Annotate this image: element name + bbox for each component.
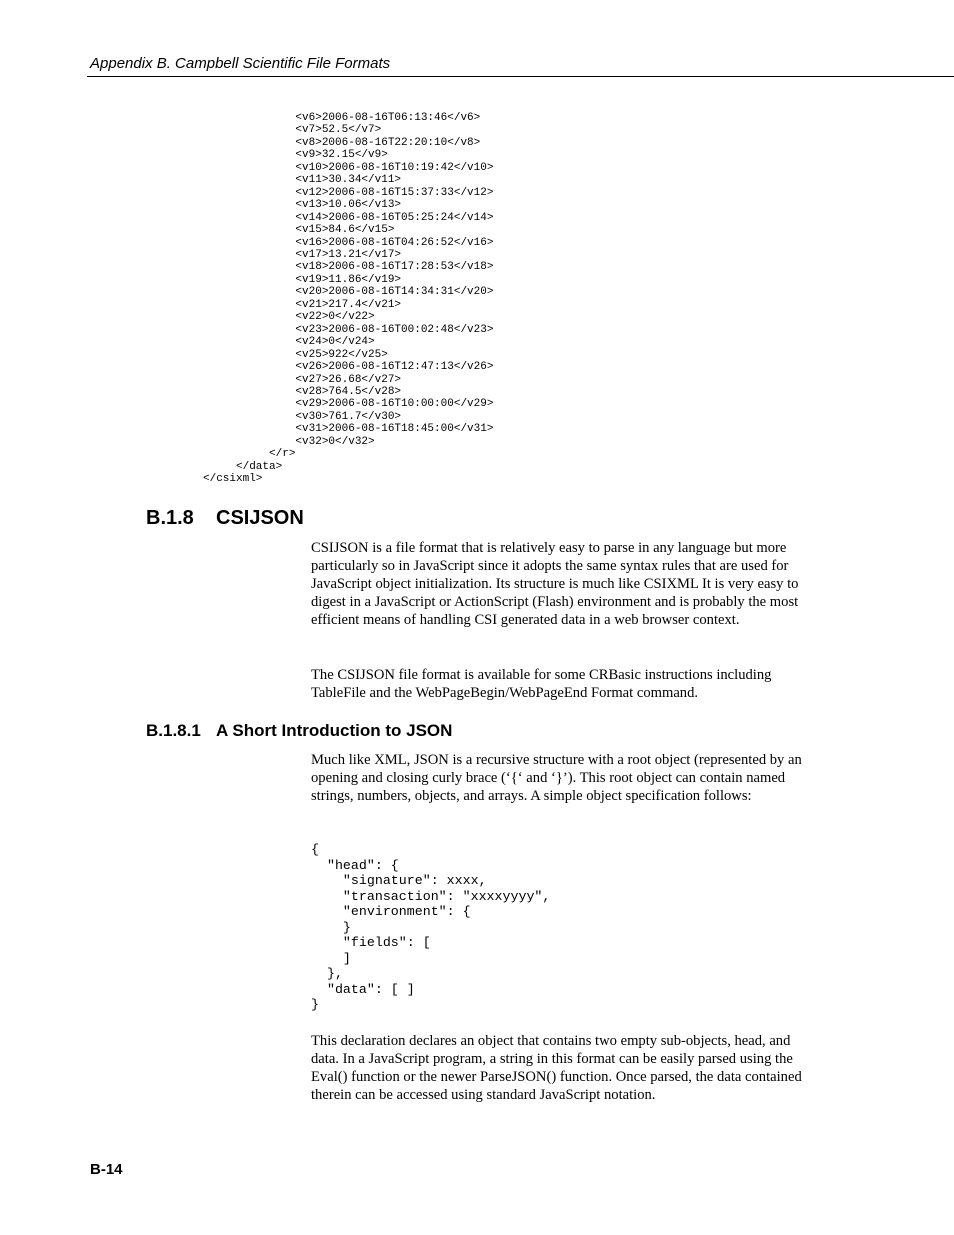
subsection-paragraph-2: This declaration declares an object that contains two empty sub-objects, head, and data. In a JavaScript program, a string in this format can be easily parsed using the Eval() function or the newer ParseJSON() function. Once parsed, the data contained therein can be accessed using standard JavaScript notation. (311, 1033, 802, 1104)
section-title: CSIJSON (216, 507, 304, 529)
subsection-heading (146, 720, 452, 742)
subsection-paragraph-1: Much like XML, JSON is a recursive structure with a root object (represented by an opening and closing curly brace (‘{‘ and ‘}’). This root object can contain named strings, numbers, objects, and arrays. A simple object specification follows: (311, 752, 802, 805)
page-number: B-14 (90, 1161, 123, 1178)
running-header: Appendix B. Campbell Scientific File Formats (90, 55, 391, 72)
section-heading (146, 505, 304, 531)
section-paragraph-2: The CSIJSON file format is available for some CRBasic instructions including TableFile and the WebPageBegin/WebPageEnd Format command. (311, 667, 772, 702)
subsection-number: B.1.8.1 (146, 721, 201, 740)
section-paragraph-1: CSIJSON is a file format that is relatively easy to parse in any language but more particularly so in JavaScript since it adopts the same syntax rules that are used for JavaScript object initialization. Its structure is much like CSIXML It is very easy to digest in a JavaScript or ActionScript (Flash) environment and is probably the most efficient means of handling CSI generated data in a web browser context. (311, 540, 799, 629)
subsection-title: A Short Introduction to JSON (216, 721, 453, 740)
json-code-listing: { "head": { "signature": xxxx, "transaction": "xxxxyyyy", "environment": { } "fields": [ ] }, "data": [ ] } (311, 842, 551, 1013)
header-rule (87, 76, 954, 77)
xml-code-listing: <v6>2006-08-16T06:13:46</v6> <v7>52.5</v7> <v8>2006-08-16T22:20:10</v8> <v9>32.15</v9> <v10>2006-08-16T10:19:42</v10> <v11>30.34</v11> <v12>2006-08-16T15:37:33</v12> <v13>10.06</v13> <v14>2006-08-16T05:25:24</v14> <v15>84.6</v15> <v16>2006-08-16T04:26:52</v16> <v17>13.21</v17> <v18>2006-08-16T17:28:53</v18> <v19>11.86</v19> <v20>2006-08-16T14:34:31</v20> <v21>217.4</v21> <v22>0</v22> <v23>2006-08-16T00:02:48</v23> <v24>0</v24> <v25>922</v25> <v26>2006-08-16T12:47:13</v26> <v27>26.68</v27> <v28>764.5</v28> <v29>2006-08-16T10:00:00</v29> <v30>761.7</v30> <v31>2006-08-16T18:45:00</v31> <v32>0</v32> </r> </data> </csixml> (203, 112, 494, 486)
section-number: B.1.8 (146, 507, 194, 529)
